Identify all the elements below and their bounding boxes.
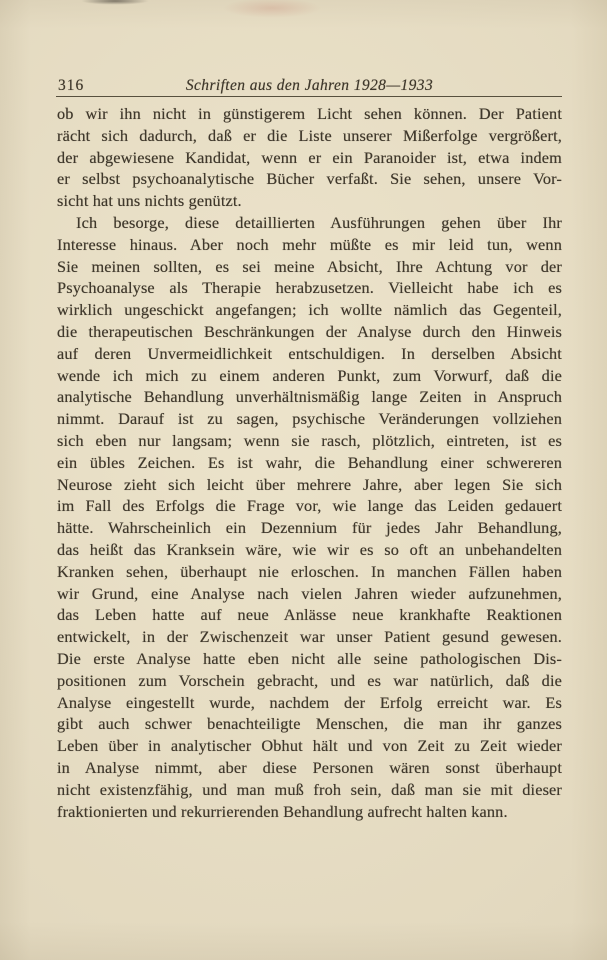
text-line: nimmt. Darauf ist zu sagen, psychische Veränderungen vollziehen [57, 409, 562, 429]
text-line: Ich besorge, diese detaillierten Ausführungen gehen über Ihr [76, 212, 562, 232]
text-line: die therapeutischen Beschränkungen der Analyse durch den Hinweis [57, 321, 562, 341]
text-line: Analyse eingestellt wurde, nachdem der Erfolg erreicht war. Es [57, 692, 562, 712]
page-header [57, 73, 562, 95]
text-line: der abgewiesene Kandidat, wenn er ein Paranoider ist, etwa indem [57, 147, 562, 167]
text-line: Leben über in analytischer Obhut hält und von Zeit zu Zeit wieder [57, 736, 562, 756]
text-line: Neurose zieht sich leicht über mehrere Jahre, aber legen Sie sich [57, 474, 562, 494]
text-line: das Leben hatte auf neue Anlässe neue krankhafte Reaktionen [57, 605, 562, 625]
text-line: sich eben nur langsam; wenn sie rasch, plötzlich, eintreten, ist es [57, 430, 562, 450]
text-line: rächt sich dadurch, daß er die Liste unserer Mißerfolge vergrößert, [57, 125, 562, 145]
text-line: ob wir ihn nicht in günstigerem Licht sehen können. Der Patient [57, 104, 562, 123]
text-line: wirklich ungeschickt angefangen; ich wollte nämlich das Gegenteil, [57, 300, 562, 320]
text-line: sicht hat uns nichts genützt. [57, 191, 242, 211]
page-number: 316 [58, 77, 85, 94]
text-line: ein übles Zeichen. Es ist wahr, die Behandlung einer schwereren [57, 452, 562, 472]
text-line: auf deren Unvermeidlichkeit entschuldigen. In derselben Absicht [57, 343, 562, 363]
text-line: nicht existenzfähig, und man muß froh sein, daß man sie mit dieser [57, 779, 562, 799]
text-line: wende ich mich zu einem anderen Punkt, zum Vorwurf, daß die [57, 365, 562, 385]
text-line: Kranken sehen, überhaupt nie erloschen. In manchen Fällen haben [57, 561, 562, 581]
text-line: positionen zum Vorschein gebracht, und es war natürlich, daß die [57, 670, 562, 690]
text-line: Sie meinen sollten, es sei meine Absicht, Ihre Achtung vor der [57, 256, 562, 276]
text-line: entwickelt, in der Zwischenzeit war unser Patient gesund gewesen. [57, 627, 562, 647]
text-line: Interesse hinaus. Aber noch mehr müßte es mir leid tun, wenn [57, 234, 562, 254]
text-line: im Fall des Erfolgs die Frage vor, wie lange das Leiden gedauert [57, 496, 562, 516]
text-line: das heißt das Kranksein wäre, wie wir es so oft an unbehandelten [57, 539, 562, 559]
text-line: gibt auch schwer benachteiligte Menschen, die man ihr ganzes [57, 714, 562, 734]
text-line: er selbst psychoanalytische Bücher verfaßt. Sie sehen, unsere Vor- [57, 169, 562, 189]
running-head: Schriften aus den Jahren 1928—1933 [185, 77, 434, 94]
text-line: in Analyse nimmt, aber diese Personen wären sonst überhaupt [57, 757, 562, 777]
paragraph [57, 212, 562, 822]
text-line: fraktionierten und rekurrierenden Behandlung aufrecht halten kann. [57, 801, 508, 821]
text-line: Psychoanalyse als Therapie herabzusetzen. Vielleicht habe ich es [57, 278, 562, 298]
header-rule [56, 96, 562, 97]
text-line: Die erste Analyse hatte eben nicht alle seine pathologischen Dis- [57, 648, 562, 668]
text-line: hätte. Wahrscheinlich ein Dezennium für jedes Jahr Behandlung, [57, 518, 562, 538]
paragraph [57, 103, 562, 212]
text-block [57, 103, 562, 822]
text-line: analytische Behandlung unverhältnismäßig lange Zeiten in Anspruch [57, 387, 562, 407]
text-line: wir Grund, eine Analyse nach vielen Jahren wieder aufzunehmen, [57, 583, 562, 603]
